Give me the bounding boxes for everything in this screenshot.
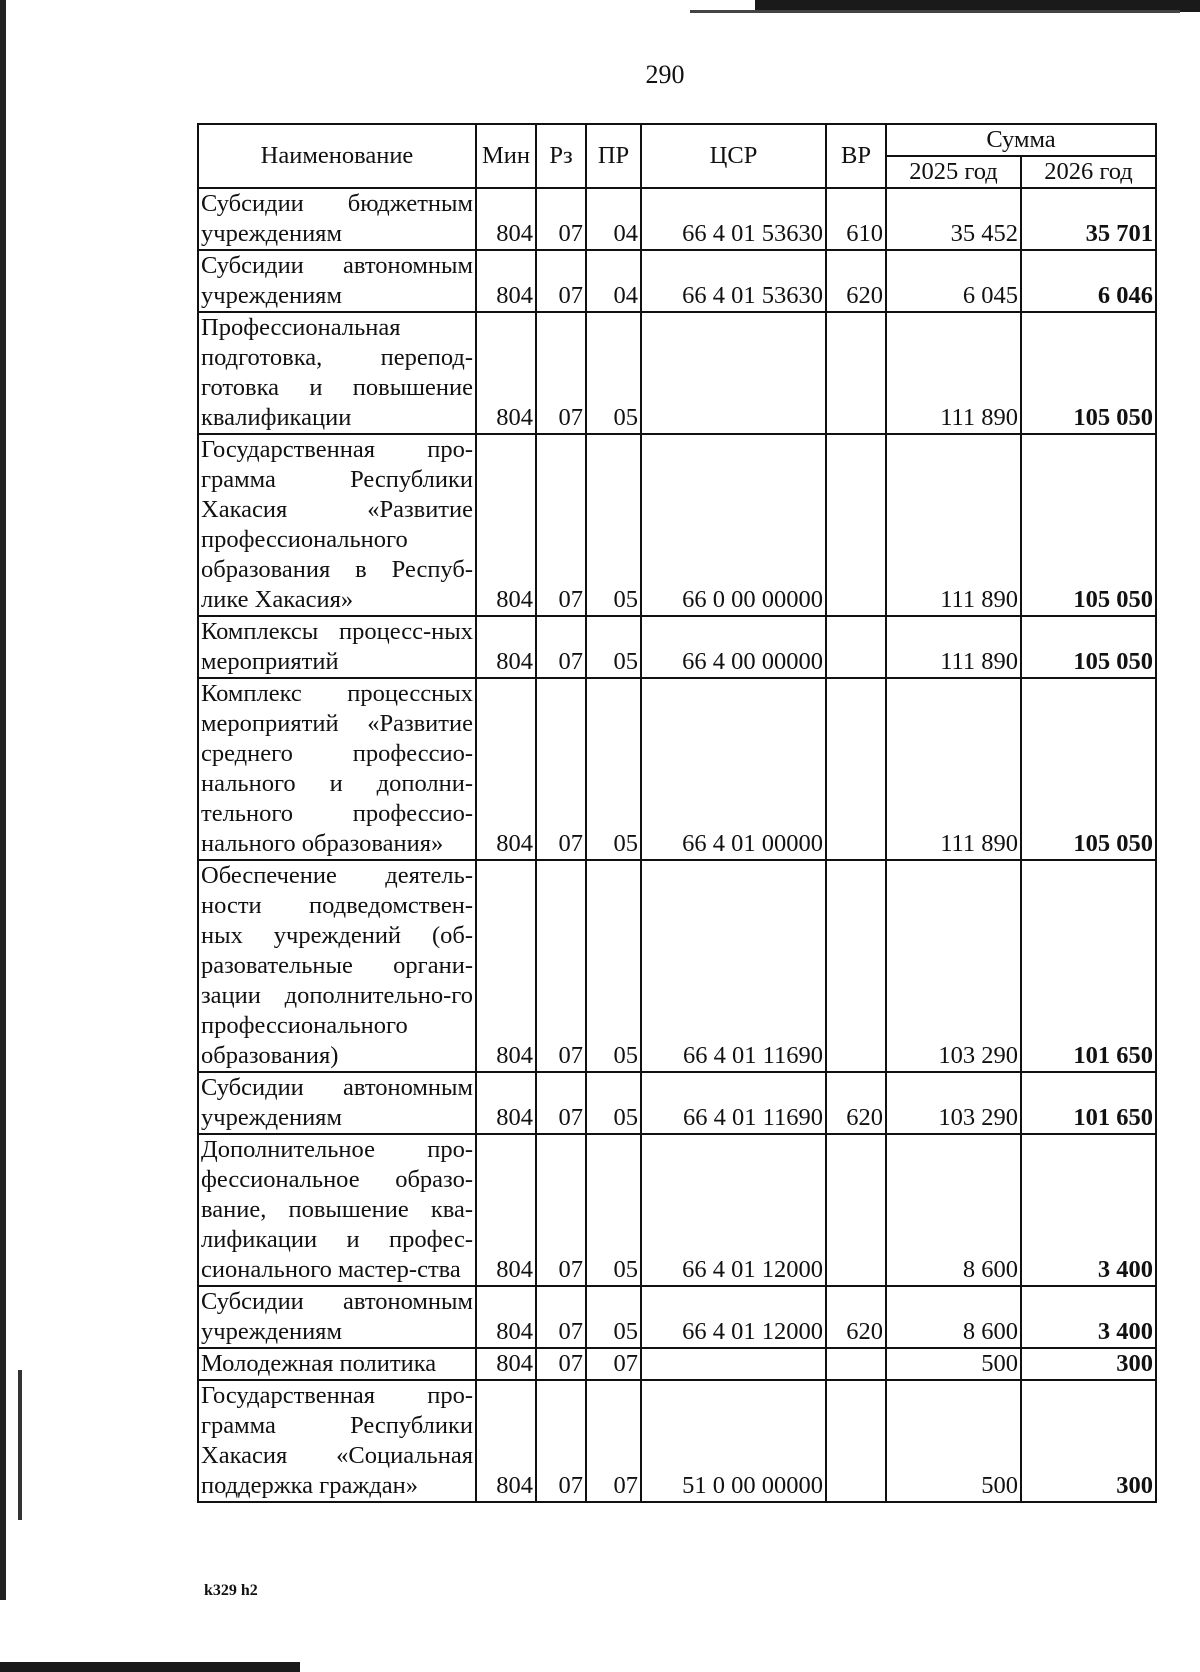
cell-min: 804 <box>476 188 536 250</box>
cell-rz: 07 <box>536 250 586 312</box>
cell-y2025: 111 890 <box>886 678 1021 860</box>
cell-y2026: 3 400 <box>1021 1134 1156 1286</box>
cell-y2026: 35 701 <box>1021 188 1156 250</box>
header-sum: Сумма <box>886 124 1156 156</box>
cell-y2025: 103 290 <box>886 860 1021 1072</box>
cell-csr: 66 4 00 00000 <box>641 616 826 678</box>
cell-min: 804 <box>476 616 536 678</box>
cell-csr: 66 4 01 12000 <box>641 1286 826 1348</box>
table-row <box>198 616 1156 678</box>
cell-name: Комплексы процесс-ных мероприятий <box>198 616 476 678</box>
table-row <box>198 1072 1156 1134</box>
cell-y2025: 111 890 <box>886 312 1021 434</box>
cell-pr: 07 <box>586 1348 641 1380</box>
footer-code: k329 h2 <box>204 1582 258 1599</box>
cell-min: 804 <box>476 1072 536 1134</box>
cell-y2025: 8 600 <box>886 1286 1021 1348</box>
cell-pr: 05 <box>586 312 641 434</box>
cell-vr: 620 <box>826 1286 886 1348</box>
header-vr: ВР <box>826 124 886 188</box>
header-year-2026: 2026 год <box>1021 156 1156 188</box>
cell-min: 804 <box>476 434 536 616</box>
cell-pr: 05 <box>586 1286 641 1348</box>
cell-min: 804 <box>476 1286 536 1348</box>
scan-edge-bottom <box>0 1662 300 1672</box>
cell-rz: 07 <box>536 860 586 1072</box>
table-row <box>198 312 1156 434</box>
cell-name: Государственная про-грамма Республики Хакасия «Развитие профессионального образования в Респуб-лике Хакасия» <box>198 434 476 616</box>
table-row <box>198 1348 1156 1380</box>
cell-y2025: 111 890 <box>886 616 1021 678</box>
cell-pr: 04 <box>586 250 641 312</box>
header-min: Мин <box>476 124 536 188</box>
cell-y2026: 105 050 <box>1021 312 1156 434</box>
cell-min: 804 <box>476 678 536 860</box>
cell-y2025: 500 <box>886 1380 1021 1502</box>
table-row <box>198 250 1156 312</box>
header-year-2025: 2025 год <box>886 156 1021 188</box>
table-row <box>198 678 1156 860</box>
cell-name: Дополнительное про-фессиональное образо-вание, повышение ква-лификации и профес-сионального мастер-ства <box>198 1134 476 1286</box>
cell-y2026: 101 650 <box>1021 860 1156 1072</box>
cell-pr: 05 <box>586 678 641 860</box>
cell-min: 804 <box>476 1348 536 1380</box>
cell-name: Субсидии автономным учреждениям <box>198 1286 476 1348</box>
cell-min: 804 <box>476 250 536 312</box>
cell-pr: 05 <box>586 860 641 1072</box>
scan-edge-left <box>0 0 6 1600</box>
cell-vr: 610 <box>826 188 886 250</box>
cell-pr: 05 <box>586 1072 641 1134</box>
cell-rz: 07 <box>536 678 586 860</box>
cell-csr: 66 4 01 11690 <box>641 1072 826 1134</box>
page-number: 290 <box>645 60 685 89</box>
cell-y2026: 101 650 <box>1021 1072 1156 1134</box>
cell-min: 804 <box>476 1380 536 1502</box>
cell-rz: 07 <box>536 1072 586 1134</box>
cell-y2026: 300 <box>1021 1348 1156 1380</box>
cell-vr <box>826 312 886 434</box>
cell-min: 804 <box>476 312 536 434</box>
cell-vr: 620 <box>826 250 886 312</box>
cell-y2026: 6 046 <box>1021 250 1156 312</box>
cell-y2025: 35 452 <box>886 188 1021 250</box>
cell-min: 804 <box>476 1134 536 1286</box>
table-row <box>198 1286 1156 1348</box>
cell-csr <box>641 312 826 434</box>
cell-rz: 07 <box>536 616 586 678</box>
cell-name: Субсидии автономным учреждениям <box>198 250 476 312</box>
cell-pr: 05 <box>586 434 641 616</box>
cell-y2025: 111 890 <box>886 434 1021 616</box>
cell-y2025: 500 <box>886 1348 1021 1380</box>
cell-csr: 51 0 00 00000 <box>641 1380 826 1502</box>
table-row <box>198 860 1156 1072</box>
cell-csr: 66 4 01 53630 <box>641 188 826 250</box>
cell-min: 804 <box>476 860 536 1072</box>
cell-vr <box>826 860 886 1072</box>
cell-rz: 07 <box>536 312 586 434</box>
cell-y2026: 105 050 <box>1021 616 1156 678</box>
table-row <box>198 188 1156 250</box>
cell-y2026: 105 050 <box>1021 434 1156 616</box>
scan-edge-top-line <box>690 10 1180 13</box>
cell-y2026: 105 050 <box>1021 678 1156 860</box>
cell-csr: 66 4 01 12000 <box>641 1134 826 1286</box>
cell-y2025: 6 045 <box>886 250 1021 312</box>
cell-vr: 620 <box>826 1072 886 1134</box>
cell-name: Обеспечение деятель-ности подведомствен-ных учреждений (об-разовательные органи-зации дополнительно-го профессионального образования) <box>198 860 476 1072</box>
cell-y2026: 3 400 <box>1021 1286 1156 1348</box>
cell-rz: 07 <box>536 1348 586 1380</box>
cell-y2026: 300 <box>1021 1380 1156 1502</box>
cell-pr: 05 <box>586 1134 641 1286</box>
header-csr: ЦСР <box>641 124 826 188</box>
cell-vr <box>826 678 886 860</box>
cell-rz: 07 <box>536 434 586 616</box>
cell-name: Комплекс процессных мероприятий «Развитие среднего профессио-нального и дополни-тельного профессио-нального образования» <box>198 678 476 860</box>
header-pr: ПР <box>586 124 641 188</box>
cell-name: Субсидии автономным учреждениям <box>198 1072 476 1134</box>
cell-vr <box>826 1348 886 1380</box>
cell-csr <box>641 1348 826 1380</box>
cell-name: Молодежная политика <box>198 1348 476 1380</box>
cell-rz: 07 <box>536 1286 586 1348</box>
cell-name: Государственная про-грамма Республики Хакасия «Социальная поддержка граждан» <box>198 1380 476 1502</box>
cell-y2025: 103 290 <box>886 1072 1021 1134</box>
header-rz: Рз <box>536 124 586 188</box>
cell-name: Субсидии бюджетным учреждениям <box>198 188 476 250</box>
cell-pr: 07 <box>586 1380 641 1502</box>
cell-csr: 66 4 01 11690 <box>641 860 826 1072</box>
table-row <box>198 1380 1156 1502</box>
cell-vr <box>826 616 886 678</box>
cell-y2025: 8 600 <box>886 1134 1021 1286</box>
cell-name: Профессиональная подготовка, перепод-готовка и повышение квалификации <box>198 312 476 434</box>
budget-table <box>197 123 1157 1503</box>
cell-vr <box>826 434 886 616</box>
table-row <box>198 434 1156 616</box>
cell-csr: 66 0 00 00000 <box>641 434 826 616</box>
cell-rz: 07 <box>536 1134 586 1286</box>
header-name: Наименование <box>198 124 476 188</box>
cell-vr <box>826 1380 886 1502</box>
cell-csr: 66 4 01 53630 <box>641 250 826 312</box>
cell-rz: 07 <box>536 1380 586 1502</box>
cell-csr: 66 4 01 00000 <box>641 678 826 860</box>
cell-pr: 04 <box>586 188 641 250</box>
scan-mark <box>18 1370 22 1520</box>
table-row <box>198 1134 1156 1286</box>
cell-rz: 07 <box>536 188 586 250</box>
cell-vr <box>826 1134 886 1286</box>
cell-pr: 05 <box>586 616 641 678</box>
